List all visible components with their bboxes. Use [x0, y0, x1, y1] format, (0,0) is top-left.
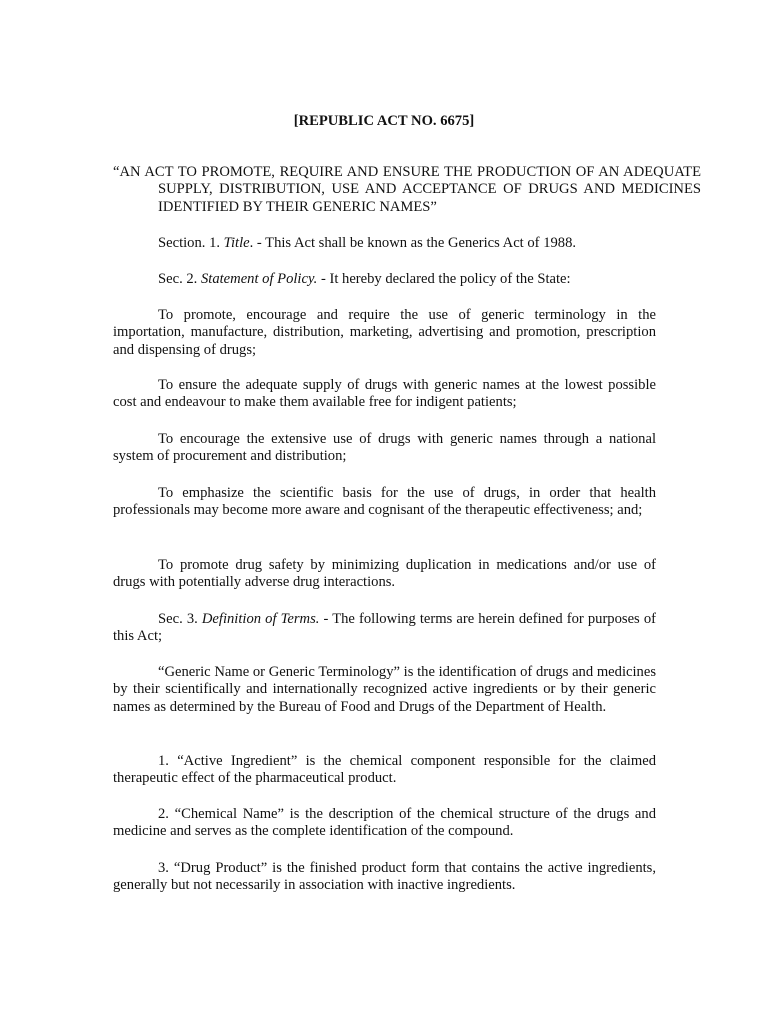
section-3-heading: Definition of Terms. — [201, 611, 320, 627]
section-1-heading: Title — [223, 235, 250, 251]
policy-paragraph: To ensure the adequate supply of drugs with generic names at the lowest possible cost and endeavour to make them available free for indigent patients; — [113, 377, 656, 411]
definition-item: 1. “Active Ingredient” is the chemical component responsible for the claimed therapeutic effect of the pharmaceutical product. — [113, 753, 656, 787]
section-1-text: . - This Act shall be known as the Generics Act of 1988. — [249, 235, 577, 251]
section-2 — [113, 271, 656, 288]
section-3 — [113, 611, 656, 646]
section-1-label: Section. 1. — [158, 235, 224, 251]
policy-paragraph: To encourage the extensive use of drugs with generic names through a national system of procurement and distribution; — [113, 431, 656, 465]
section-3-text: - The following terms are herein defined for purposes of this Act; — [113, 611, 656, 645]
section-3-label: Sec. 3. — [158, 611, 202, 627]
act-number-title: [REPUBLIC ACT NO. 6675] — [293, 113, 475, 129]
definition-item: 2. “Chemical Name” is the description of the chemical structure of the drugs and medicine and serves as the complete identification of the compound. — [113, 806, 656, 840]
policy-paragraph: To promote drug safety by minimizing duplication in medications and/or use of drugs with potentially adverse drug interactions. — [113, 557, 656, 591]
generic-name-definition: “Generic Name or Generic Terminology” is the identification of drugs and medicines by their scientifically and internationally recognized active ingredients or by their generic names as determined by the Bureau of Food and Drugs of the Department of Health. — [113, 664, 656, 715]
policy-paragraph: To emphasize the scientific basis for the use of drugs, in order that health professionals may become more aware and cognisant of the therapeutic effectiveness; and; — [113, 485, 656, 519]
section-1 — [113, 235, 656, 252]
definition-item: 3. “Drug Product” is the finished product form that contains the active ingredients, generally but not necessarily in association with inactive ingredients. — [113, 860, 656, 894]
act-long-title: “AN ACT TO PROMOTE, REQUIRE AND ENSURE THE PRODUCTION OF AN ADEQUATE SUPPLY, DISTRIBUTION, USE AND ACCEPTANCE OF DRUGS AND MEDICINES IDENTIFIED BY THEIR GENERIC NAMES” — [113, 164, 701, 215]
section-2-label: Sec. 2. — [158, 271, 201, 287]
section-2-text: - It hereby declared the policy of the State: — [317, 271, 571, 287]
policy-paragraph: To promote, encourage and require the use of generic terminology in the importation, manufacture, distribution, marketing, advertising and promotion, prescription and dispensing of drugs; — [113, 307, 656, 358]
section-2-heading: Statement of Policy. — [200, 271, 318, 287]
